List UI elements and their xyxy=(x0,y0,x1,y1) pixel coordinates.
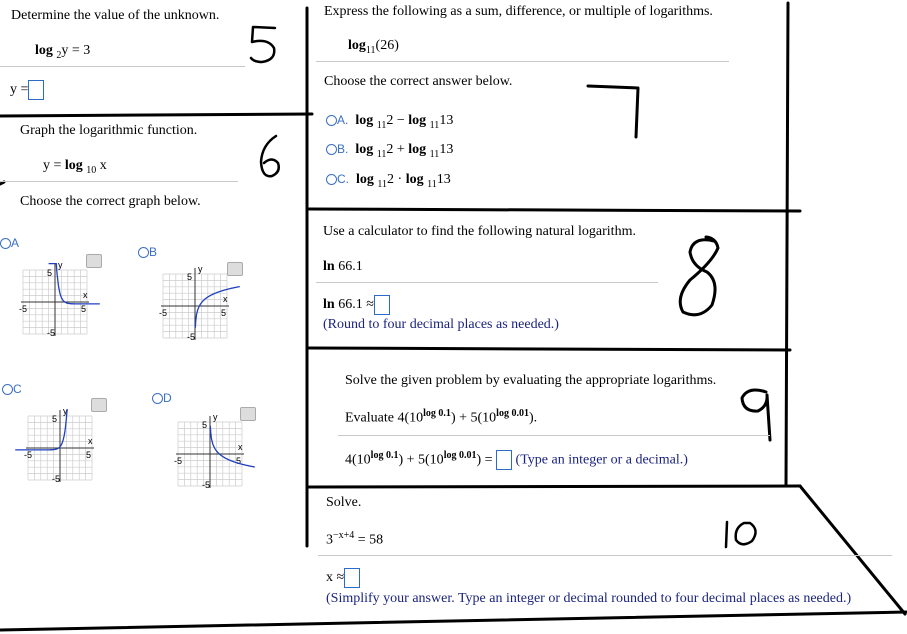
zoom-icon[interactable] xyxy=(240,407,256,421)
handwritten-10-zero xyxy=(736,523,756,544)
q7-radio-a[interactable] xyxy=(326,115,337,126)
divider-q9 xyxy=(309,486,800,487)
q6-prompt: Graph the logarithmic function. xyxy=(20,123,198,138)
q7-option-b[interactable]: B. log $_{11}$2 + log $_{11}$13 xyxy=(326,142,453,160)
axis-label: -5 xyxy=(159,308,168,318)
divider-q5 xyxy=(0,114,312,116)
q5-equation: log $_2$y = 3 xyxy=(35,43,91,61)
q9-prompt: Solve the given problem by evaluating the appropriate logarithms. xyxy=(345,373,717,388)
q6-graph-d[interactable] xyxy=(165,410,265,500)
q7-radio-c[interactable] xyxy=(326,174,337,185)
q8-answer: ln 66.1 ≈ xyxy=(323,295,390,315)
q6-option-c[interactable]: C xyxy=(2,380,22,398)
q6-option-d[interactable]: D xyxy=(152,389,172,407)
axis-label: y xyxy=(63,406,68,416)
zoom-icon[interactable] xyxy=(86,254,102,268)
axis-label: 5 xyxy=(81,304,87,314)
q6-option-a[interactable]: A xyxy=(0,234,19,252)
q5-answer-input[interactable] xyxy=(28,80,44,100)
q10-prompt: Solve. xyxy=(326,495,362,510)
divider-bottom xyxy=(0,612,906,630)
handwritten-7 xyxy=(588,86,638,137)
graph-curve xyxy=(195,287,240,328)
q5-prompt: Determine the value of the unknown. xyxy=(11,8,220,23)
axis-label: -5 xyxy=(47,328,56,338)
q6-radio-b[interactable] xyxy=(138,247,149,258)
q8-hint: (Round to four decimal places as needed.) xyxy=(323,317,559,332)
q6-radio-a[interactable] xyxy=(0,238,11,249)
q8-expression: ln 66.1 xyxy=(323,259,363,274)
axis-label: x xyxy=(238,442,243,452)
axis-label: -5 xyxy=(202,480,211,490)
q10-answer: x ≈ xyxy=(326,568,360,588)
q6-choose: Choose the correct graph below. xyxy=(20,194,201,209)
axis-label: 5 xyxy=(52,414,58,424)
q10-equation: $3^{-x+4} = 58$ xyxy=(326,530,384,548)
axis-label: 5 xyxy=(236,456,242,466)
q6-radio-d[interactable] xyxy=(152,393,163,404)
axis-label: y xyxy=(198,264,203,274)
handwritten-5 xyxy=(251,27,275,62)
axis-label: -5 xyxy=(19,304,28,314)
q10-answer-input[interactable] xyxy=(344,568,360,588)
q6-option-b[interactable]: B xyxy=(138,243,157,261)
axis-label: y xyxy=(213,412,218,422)
q7-expression: $\log_{11}(26)$ xyxy=(348,38,399,56)
axis-label: 5 xyxy=(202,420,208,430)
axis-label: y xyxy=(58,260,63,270)
q8-answer-input[interactable] xyxy=(374,295,390,315)
axis-label: 5 xyxy=(47,268,53,278)
zoom-icon[interactable] xyxy=(227,262,243,276)
q7-option-c[interactable]: C. log $_{11}$2 · log $_{11}$13 xyxy=(326,172,451,190)
q6-graph-c[interactable] xyxy=(15,404,115,494)
zoom-icon[interactable] xyxy=(91,398,107,412)
handwritten-9 xyxy=(742,390,770,440)
q9-answer: $4(10^{log 0.1}) + 5(10^{log 0.01})$ = (Type an integer or a decimal.) xyxy=(345,450,688,470)
divider-vertical-right xyxy=(786,3,788,485)
axis-label: -5 xyxy=(187,332,196,342)
q5-answer: y = xyxy=(10,80,44,100)
q10-hint: (Simplify your answer. Type an integer or decimal rounded to four decimal places as needed.) xyxy=(326,591,852,606)
handwritten-10-one xyxy=(726,522,727,547)
q7-option-a[interactable]: A. log $_{11}$2 − log $_{11}$13 xyxy=(326,113,453,131)
q7-radio-b[interactable] xyxy=(326,144,337,155)
q6-radio-c[interactable] xyxy=(2,384,13,395)
q8-prompt: Use a calculator to find the following natural logarithm. xyxy=(323,224,636,239)
q6-graph-a[interactable] xyxy=(10,258,110,348)
divider-q8 xyxy=(309,348,790,350)
handwritten-8 xyxy=(680,237,718,315)
q9-answer-input[interactable] xyxy=(496,450,512,470)
axis-label: 5 xyxy=(221,308,227,318)
axis-label: -5 xyxy=(52,474,61,484)
graph-curve xyxy=(210,426,255,467)
divider-q7 xyxy=(309,209,800,211)
axis-label: -5 xyxy=(174,456,183,466)
axis-label: 5 xyxy=(86,450,92,460)
q7-choose: Choose the correct answer below. xyxy=(324,74,513,89)
q9-hint: (Type an integer or a decimal.) xyxy=(515,452,688,468)
axis-label: -5 xyxy=(24,450,33,460)
axis-label: x xyxy=(88,436,93,446)
axis-label: x xyxy=(223,294,228,304)
q9-expression: Evaluate $4(10^{log 0.1}) + 5(10^{log 0.01})$. xyxy=(345,408,538,426)
q6-function: y = log $_{10}$ x xyxy=(43,158,107,176)
axis-label: x xyxy=(83,290,88,300)
q7-prompt: Express the following as a sum, difference, or multiple of logarithms. xyxy=(324,4,713,19)
axis-label: 5 xyxy=(187,272,193,282)
handwritten-6 xyxy=(261,136,279,176)
